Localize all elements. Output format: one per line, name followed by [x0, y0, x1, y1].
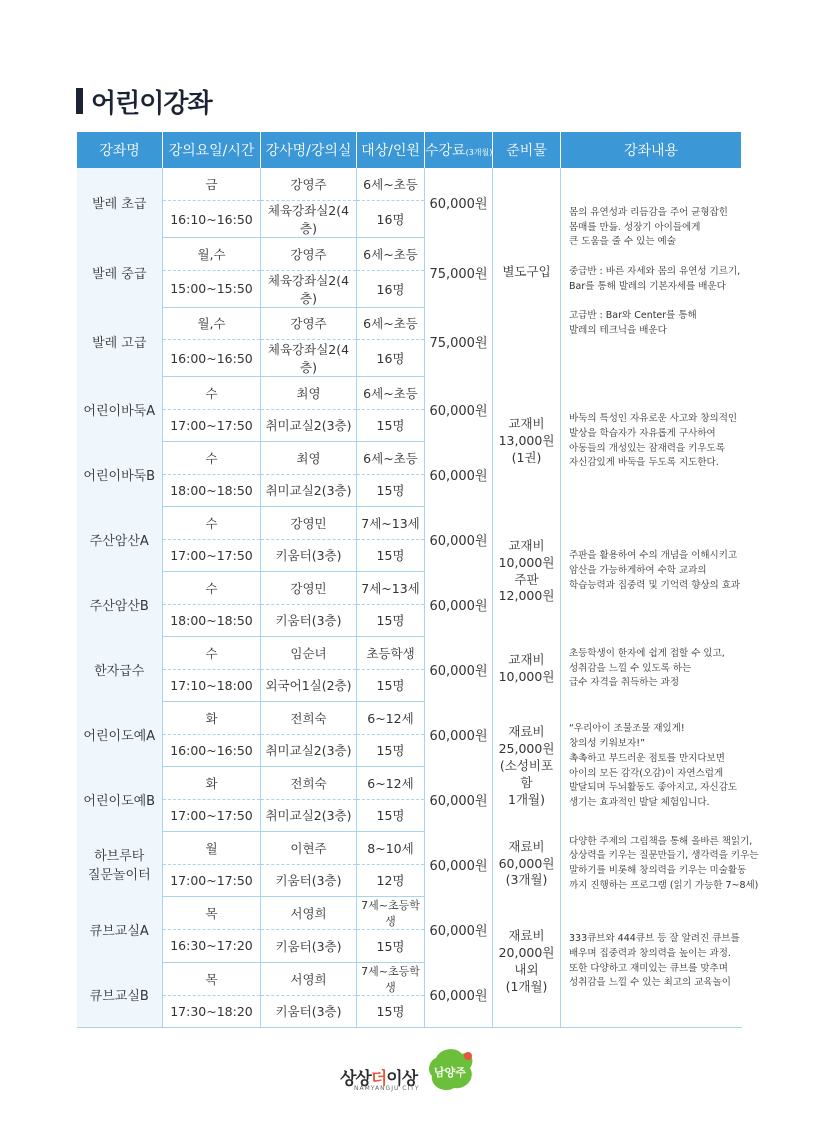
- course-description: “우리아이 조물조물 재있게! 창의성 키워보자!” 촉촉하고 부드러운 점토를 만지다보면 아이의 모든 감각(오감)이 자연스럽게 발달되며 두뇌활동도 좋아지고, 자신감도 생기는 효과적인 발달 체험입니다.: [561, 702, 742, 832]
- header-teacher: 강사명/강의실: [261, 132, 357, 168]
- course-age: 6세~초등: [357, 168, 425, 201]
- course-fee: 75,000원: [425, 238, 493, 308]
- course-time: 17:00~17:50: [163, 799, 261, 832]
- course-teacher: 강영주: [261, 238, 357, 271]
- course-capacity: 15명: [357, 930, 425, 963]
- course-teacher: 임순녀: [261, 637, 357, 670]
- city-logo: [340, 1046, 480, 1096]
- course-description: 몸의 유연성과 리듬감을 주어 균형잡힌 몸매를 만듦. 성장기 아이들에게 큰 도움을 줄 수 있는 예술 중급반 : 바른 자세와 몸의 유연성 기르기, Bar를 통해 발레의 기본자세를 배운다 고급반 : Bar와 Center를 통해 발레의 테크닉을 배운다: [561, 168, 742, 377]
- course-day: 수: [163, 507, 261, 540]
- course-capacity: 15명: [357, 669, 425, 702]
- course-teacher: 전희숙: [261, 767, 357, 800]
- course-age: 6세~초등: [357, 238, 425, 271]
- course-fee: 60,000원: [425, 962, 493, 1028]
- page-title: [76, 84, 212, 118]
- course-fee: 60,000원: [425, 767, 493, 832]
- course-material: 재료비 20,000원 내외 (1개월): [493, 897, 561, 1028]
- course-fee: 75,000원: [425, 307, 493, 377]
- course-teacher: 이현주: [261, 832, 357, 865]
- course-description: 다양한 주제의 그림책을 통해 올바른 책읽기, 상상력을 키우는 질문만들기, 생각력을 키우는 말하기를 비롯해 창의력을 키우는 미술활동 까지 진행하는 프로그램 (읽기 가능한 7~8세): [561, 832, 742, 897]
- course-room: 체육강좌실2(4층): [261, 201, 357, 238]
- course-name: 발레 고급: [77, 307, 163, 377]
- course-day: 수: [163, 377, 261, 410]
- course-day: 월,수: [163, 238, 261, 271]
- course-teacher: 서영희: [261, 962, 357, 995]
- header-time: 강의요일/시간: [163, 132, 261, 168]
- logo-subtitle: NAMYANGJU CITY: [354, 1085, 420, 1092]
- header-name: 강좌명: [77, 132, 163, 168]
- course-day: 월,수: [163, 307, 261, 340]
- course-day: 수: [163, 572, 261, 605]
- course-room: 체육강좌실2(4층): [261, 340, 357, 377]
- course-day: 화: [163, 702, 261, 735]
- course-room: 키움터(3층): [261, 539, 357, 572]
- course-room: 키움터(3층): [261, 930, 357, 963]
- course-description: 333큐브와 444큐브 등 잘 알려진 큐브를 배우며 집중력과 창의력을 높이는 과정. 또한 다양하고 재미있는 큐브를 맞추며 성취감을 느낄 수 있는 최고의 교육놀이: [561, 897, 742, 1028]
- course-time: 17:00~17:50: [163, 409, 261, 442]
- course-material: 재료비 25,000원 (소성비포함 1개월): [493, 702, 561, 832]
- course-teacher: 강영민: [261, 507, 357, 540]
- course-capacity: 12명: [357, 864, 425, 897]
- course-fee: 60,000원: [425, 702, 493, 767]
- course-age: 6세~초등: [357, 442, 425, 475]
- course-fee: 60,000원: [425, 637, 493, 702]
- course-day: 수: [163, 637, 261, 670]
- course-fee: 60,000원: [425, 168, 493, 238]
- course-age: 6세~초등: [357, 307, 425, 340]
- svg-text:남양주: 남양주: [434, 1066, 466, 1079]
- course-age: 6~12세: [357, 702, 425, 735]
- course-room: 취미교실2(3층): [261, 409, 357, 442]
- course-age: 8~10세: [357, 832, 425, 865]
- course-fee: 60,000원: [425, 377, 493, 442]
- header-target: 대상/인원: [357, 132, 425, 168]
- course-room: 키움터(3층): [261, 995, 357, 1028]
- course-age: 7세~초등학생: [357, 962, 425, 995]
- course-day: 화: [163, 767, 261, 800]
- course-room: 외국어1실(2층): [261, 669, 357, 702]
- course-day: 월: [163, 832, 261, 865]
- course-age: 7세~13세: [357, 572, 425, 605]
- course-capacity: 16명: [357, 201, 425, 238]
- course-age: 6~12세: [357, 767, 425, 800]
- table-row: [77, 377, 742, 410]
- table-row: [77, 702, 742, 735]
- course-name: 발레 중급: [77, 238, 163, 308]
- course-teacher: 전희숙: [261, 702, 357, 735]
- course-room: 취미교실2(3층): [261, 474, 357, 507]
- course-time: 16:30~17:20: [163, 930, 261, 963]
- course-fee: 60,000원: [425, 897, 493, 963]
- header-content: 강좌내용: [561, 132, 742, 168]
- course-capacity: 16명: [357, 340, 425, 377]
- course-material: 교재비 10,000원: [493, 637, 561, 702]
- course-material: 교재비 13,000원 (1권): [493, 377, 561, 507]
- course-teacher: 강영주: [261, 168, 357, 201]
- course-capacity: 15명: [357, 474, 425, 507]
- course-name: 주산암산A: [77, 507, 163, 572]
- course-time: 17:10~18:00: [163, 669, 261, 702]
- course-description: 바둑의 특성인 자유로운 사고와 창의적인 발상을 학습자가 자유롭게 구사하여 아동들의 개성있는 잠재력을 키우도록 자신감있게 바둑을 두도록 지도한다.: [561, 377, 742, 507]
- course-name: 발레 초급: [77, 168, 163, 238]
- course-teacher: 최영: [261, 377, 357, 410]
- course-material: 별도구입: [493, 168, 561, 377]
- course-room: 체육강좌실2(4층): [261, 270, 357, 307]
- course-time: 18:00~18:50: [163, 474, 261, 507]
- course-fee: 60,000원: [425, 507, 493, 572]
- course-time: 18:00~18:50: [163, 604, 261, 637]
- course-day: 목: [163, 897, 261, 930]
- course-name: 하브루타 질문놀이터: [77, 832, 163, 897]
- page-title-text: 어린이강좌: [91, 88, 212, 119]
- course-capacity: 15명: [357, 734, 425, 767]
- course-age: 7세~초등학생: [357, 897, 425, 930]
- course-room: 키움터(3층): [261, 604, 357, 637]
- logo-slogan: 상상더이상: [340, 1069, 418, 1089]
- header-material: 준비물: [493, 132, 561, 168]
- course-fee: 60,000원: [425, 442, 493, 507]
- course-time: 16:00~16:50: [163, 340, 261, 377]
- course-room: 취미교실2(3층): [261, 734, 357, 767]
- course-time: 17:00~17:50: [163, 864, 261, 897]
- table-row: [77, 507, 742, 540]
- table-row: [77, 832, 742, 865]
- course-material: 교재비 10,000원 주판 12,000원: [493, 507, 561, 637]
- course-name: 어린이도예B: [77, 767, 163, 832]
- course-day: 목: [163, 962, 261, 995]
- course-fee: 60,000원: [425, 832, 493, 897]
- table-row: [77, 168, 742, 201]
- course-time: 15:00~15:50: [163, 270, 261, 307]
- course-day: 금: [163, 168, 261, 201]
- course-name: 큐브교실A: [77, 897, 163, 963]
- course-teacher: 최영: [261, 442, 357, 475]
- course-time: 17:00~17:50: [163, 539, 261, 572]
- course-capacity: 15명: [357, 409, 425, 442]
- course-time: 16:10~16:50: [163, 201, 261, 238]
- course-time: 17:30~18:20: [163, 995, 261, 1028]
- course-room: 키움터(3층): [261, 864, 357, 897]
- title-marker: [76, 88, 83, 114]
- course-name: 어린이바둑B: [77, 442, 163, 507]
- course-fee: 60,000원: [425, 572, 493, 637]
- course-capacity: 15명: [357, 995, 425, 1028]
- course-name: 큐브교실B: [77, 962, 163, 1028]
- course-name: 어린이바둑A: [77, 377, 163, 442]
- header-fee: 수강료(3개월): [425, 132, 493, 168]
- course-name: 한자급수: [77, 637, 163, 702]
- course-age: 7세~13세: [357, 507, 425, 540]
- course-capacity: 15명: [357, 799, 425, 832]
- course-time: 16:00~16:50: [163, 734, 261, 767]
- city-emblem-icon: [426, 1046, 476, 1094]
- course-teacher: 서영희: [261, 897, 357, 930]
- course-capacity: 15명: [357, 604, 425, 637]
- course-teacher: 강영주: [261, 307, 357, 340]
- table-header-row: [77, 132, 742, 168]
- course-description: 초등학생이 한자에 쉽게 접할 수 있고, 성취감을 느낄 수 있도록 하는 급수 자격을 취득하는 과정: [561, 637, 742, 702]
- table-row: [77, 637, 742, 670]
- course-material: 재료비 60,000원 (3개월): [493, 832, 561, 897]
- course-capacity: 15명: [357, 539, 425, 572]
- course-age: 초등학생: [357, 637, 425, 670]
- course-capacity: 16명: [357, 270, 425, 307]
- course-name: 주산암산B: [77, 572, 163, 637]
- course-name: 어린이도예A: [77, 702, 163, 767]
- course-age: 6세~초등: [357, 377, 425, 410]
- course-room: 취미교실2(3층): [261, 799, 357, 832]
- course-day: 수: [163, 442, 261, 475]
- courses-table: [76, 132, 759, 1028]
- table-row: [77, 897, 742, 930]
- course-teacher: 강영민: [261, 572, 357, 605]
- course-description: 주판을 활용하여 수의 개념을 이해시키고 암산을 가능하게하여 수학 교과의 학습능력과 집중력 및 기억력 향상의 효과: [561, 507, 742, 637]
